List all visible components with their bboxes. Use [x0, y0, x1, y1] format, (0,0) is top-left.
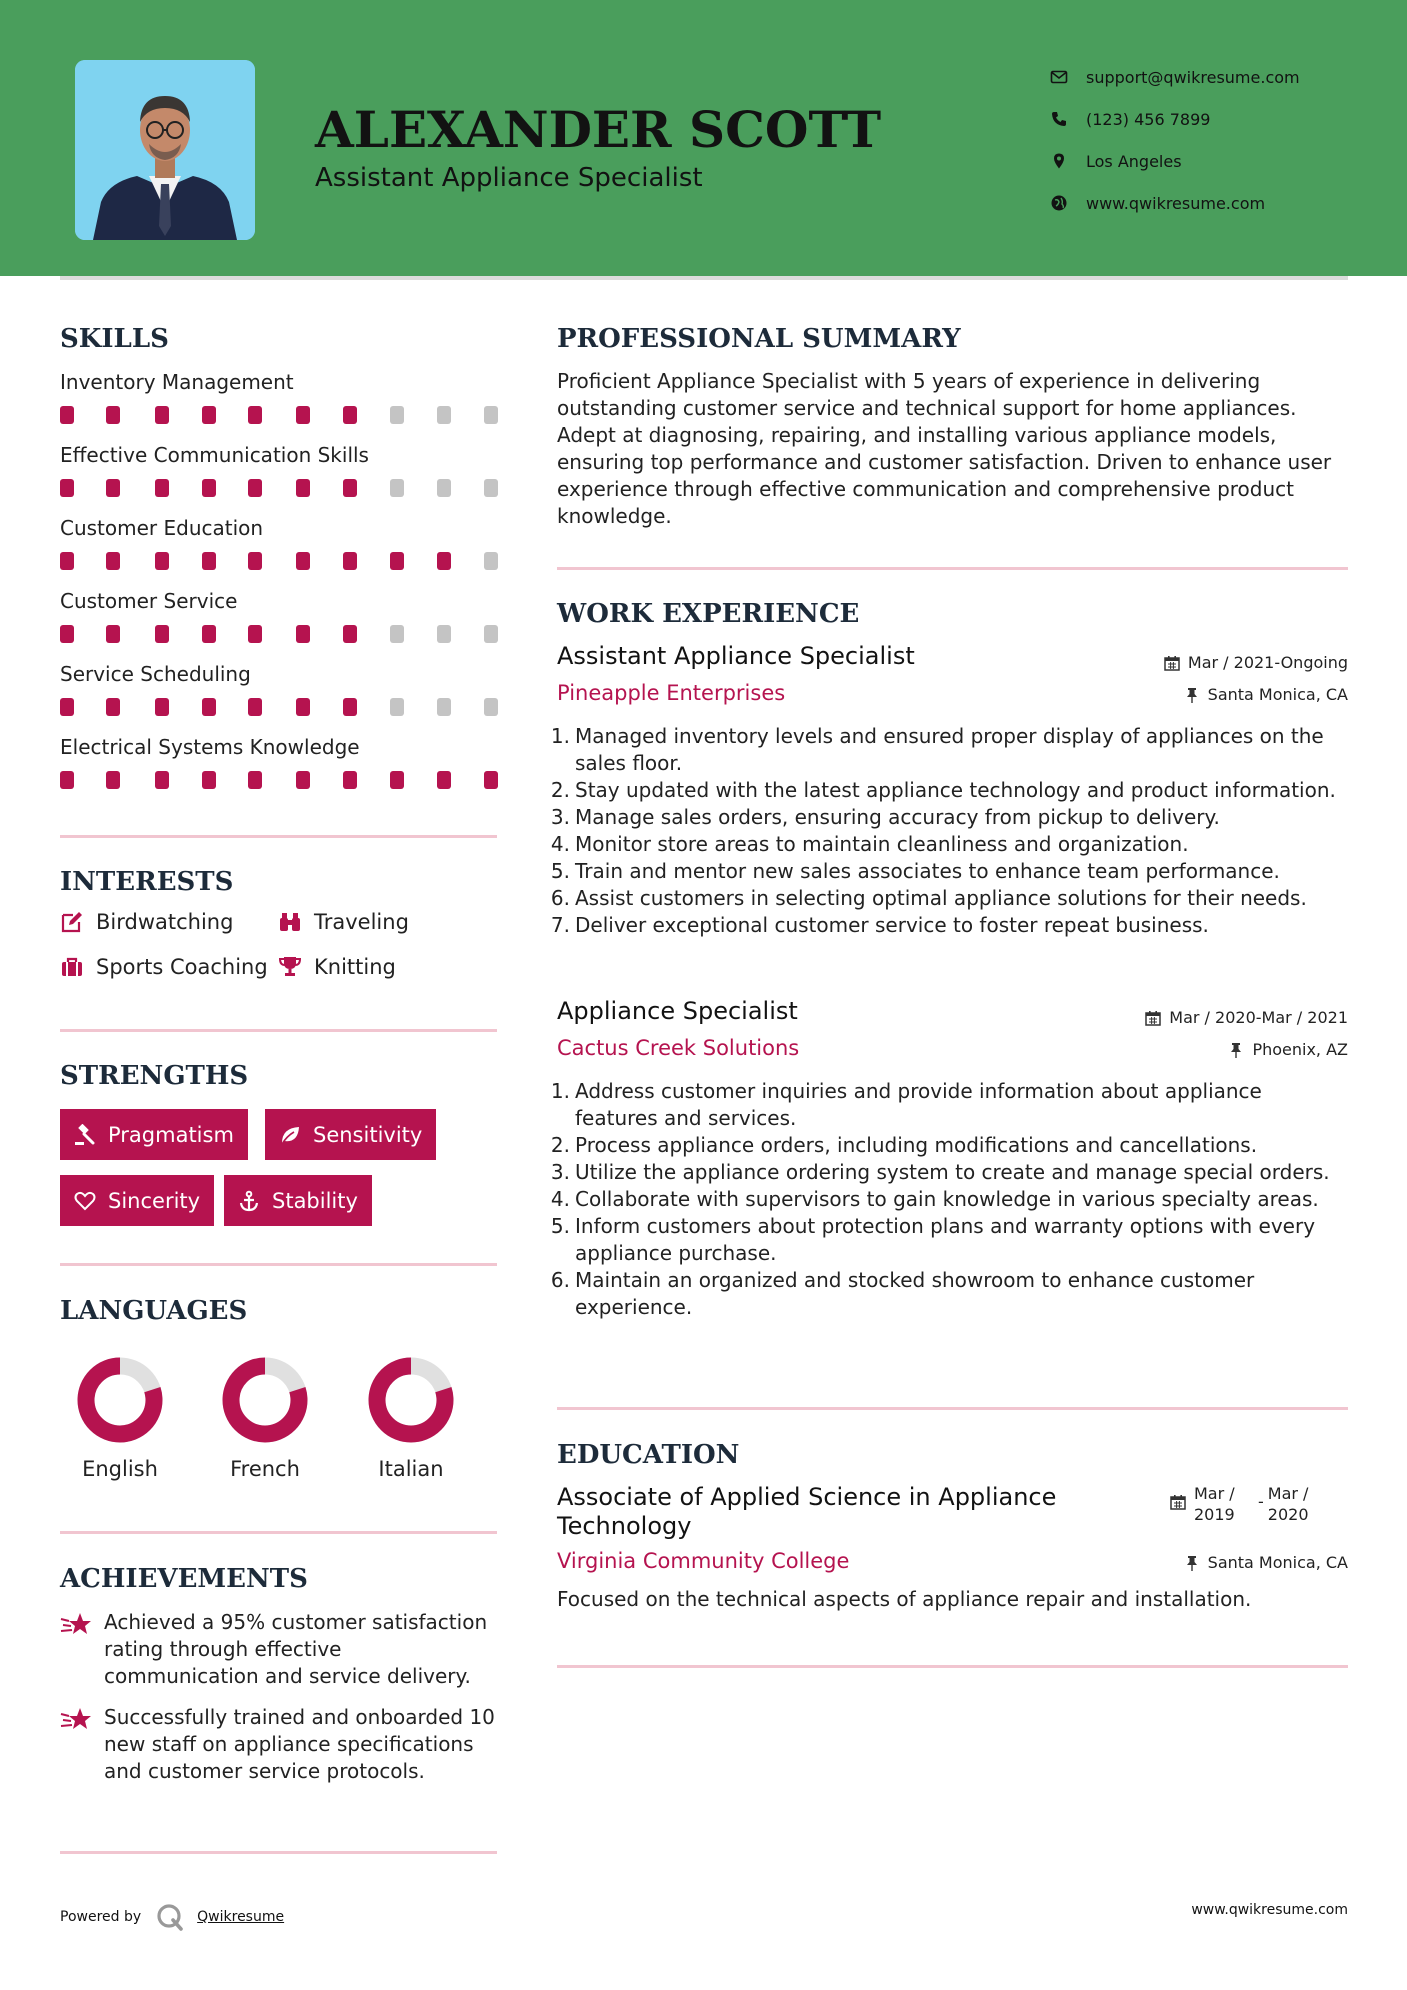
skill-rating-dot	[437, 771, 451, 789]
profile-photo	[75, 60, 255, 240]
education-location-text: Santa Monica, CA	[1207, 1553, 1348, 1572]
location-pin-icon	[1050, 152, 1068, 170]
contact-phone-text: (123) 456 7899	[1086, 109, 1211, 129]
contact-website[interactable]	[1050, 182, 1300, 224]
responsibility-text: Monitor store areas to maintain cleanliness and organization.	[575, 832, 1189, 856]
responsibility-number: 6.	[550, 886, 570, 910]
skill-rating-dot	[296, 479, 310, 497]
contact-email[interactable]	[1050, 56, 1300, 98]
skill-rating-dot	[202, 625, 216, 643]
skill-rating-dot	[248, 406, 262, 424]
skill-rating-dot	[296, 771, 310, 789]
responsibility-number: 1.	[550, 724, 570, 748]
experience-heading: WORK EXPERIENCE	[557, 599, 860, 629]
leaf-icon	[279, 1124, 301, 1146]
summary-text: Proficient Appliance Specialist with 5 years of experience in delivering outstanding customer service and technical support for home appliances. Adept at diagnosing, repairing, and installing various appliance models, ensuring top performance and customer satisfaction. Driven to enhance user experience through effective communication and comprehensive product knowledge.	[557, 369, 1332, 528]
languages-divider	[60, 1531, 497, 1534]
pushpin-icon	[1184, 1555, 1200, 1571]
calendar-icon	[1164, 655, 1180, 671]
job-date-text: Mar / 2021-Ongoing	[1187, 653, 1348, 672]
strength-tag	[60, 1175, 214, 1226]
skill-rating-dot	[106, 771, 120, 789]
skill-rating-dot	[390, 552, 404, 570]
responsibility-item	[550, 777, 1350, 804]
responsibility-item	[550, 723, 1350, 777]
responsibility-item	[550, 804, 1350, 831]
skill-name: Electrical Systems Knowledge	[60, 735, 360, 759]
strength-label: Stability	[272, 1188, 358, 1213]
strength-tag	[60, 1109, 248, 1160]
contact-location-text: Los Angeles	[1086, 151, 1182, 171]
job-date	[1145, 1008, 1348, 1027]
interest-item	[60, 910, 233, 934]
skill-rating-dot	[484, 771, 498, 789]
skill-rating-dot	[390, 479, 404, 497]
contact-email-text: support@qwikresume.com	[1086, 67, 1300, 87]
skill-rating-dot	[60, 479, 74, 497]
skill-rating-dot	[390, 698, 404, 716]
job-date-text: Mar / 2020-Mar / 2021	[1169, 1008, 1348, 1027]
job-responsibilities	[550, 723, 1350, 939]
contact-location	[1050, 140, 1300, 182]
contact-phone[interactable]	[1050, 98, 1300, 140]
responsibility-item	[550, 1078, 1350, 1132]
skill-name: Customer Education	[60, 516, 264, 540]
contact-list	[1050, 56, 1300, 224]
experience-divider	[557, 1407, 1348, 1410]
interest-item	[278, 910, 409, 934]
responsibility-text: Deliver exceptional customer service to foster repeat business.	[575, 913, 1209, 937]
skill-rating-dot	[155, 552, 169, 570]
skill-rating-dot	[484, 625, 498, 643]
strength-label: Sensitivity	[313, 1122, 423, 1147]
job-company: Cactus Creek Solutions	[557, 1036, 800, 1060]
skill-rating	[60, 479, 497, 497]
heart-icon	[74, 1190, 96, 1212]
skill-rating-dot	[390, 406, 404, 424]
responsibility-number: 7.	[550, 913, 570, 937]
interest-item	[60, 955, 268, 979]
responsibility-text: Process appliance orders, including modifications and cancellations.	[575, 1133, 1258, 1157]
skill-rating-dot	[155, 625, 169, 643]
shooting-star-icon	[60, 1611, 92, 1639]
job-company: Pineapple Enterprises	[557, 681, 786, 705]
skill-rating-dot	[484, 406, 498, 424]
skill-rating-dot	[343, 406, 357, 424]
skill-rating-dot	[202, 406, 216, 424]
responsibility-text: Assist customers in selecting optimal appliance solutions for their needs.	[575, 886, 1307, 910]
skill-rating-dot	[202, 552, 216, 570]
qwikresume-logo-icon	[155, 1902, 185, 1932]
education-date-separator: -	[1258, 1492, 1264, 1511]
skill-name: Effective Communication Skills	[60, 443, 369, 467]
achievements-divider	[60, 1851, 497, 1854]
skill-rating-dot	[155, 406, 169, 424]
skill-name: Inventory Management	[60, 370, 294, 394]
skill-rating-dot	[106, 625, 120, 643]
interest-label: Traveling	[314, 910, 409, 934]
interests-heading: INTERESTS	[60, 867, 234, 897]
interest-label: Birdwatching	[96, 910, 234, 934]
skill-rating-dot	[437, 406, 451, 424]
pencil-square-icon	[60, 910, 84, 934]
responsibility-item	[550, 1267, 1350, 1321]
skill-rating-dot	[343, 479, 357, 497]
candidate-title: Assistant Appliance Specialist	[315, 163, 703, 193]
powered-by-text: Powered by	[60, 1909, 142, 1925]
language-label: Italian	[378, 1457, 444, 1481]
responsibility-number: 3.	[550, 805, 570, 829]
skill-rating-dot	[343, 698, 357, 716]
interest-item	[278, 955, 396, 979]
skill-rating-dot	[60, 406, 74, 424]
skills-divider	[60, 835, 497, 838]
responsibility-text: Maintain an organized and stocked showroom to enhance customer experience.	[575, 1268, 1255, 1319]
responsibility-text: Address customer inquiries and provide information about appliance features and services.	[575, 1079, 1262, 1130]
responsibility-item	[550, 1132, 1350, 1159]
skill-rating-dot	[248, 625, 262, 643]
language-item	[70, 1355, 170, 1481]
skill-rating-dot	[437, 479, 451, 497]
skill-rating-dot	[390, 771, 404, 789]
responsibility-number: 4.	[550, 832, 570, 856]
job-title: Appliance Specialist	[557, 997, 798, 1025]
responsibility-number: 5.	[550, 1214, 570, 1238]
responsibility-text: Inform customers about protection plans and warranty options with every appliance purchase.	[575, 1214, 1316, 1265]
interests-divider	[60, 1029, 497, 1032]
strengths-heading: STRENGTHS	[60, 1061, 249, 1091]
skill-rating-dot	[343, 771, 357, 789]
responsibility-number: 6.	[550, 1268, 570, 1292]
skill-name: Customer Service	[60, 589, 238, 613]
skill-rating-dot	[60, 552, 74, 570]
strength-label: Sincerity	[108, 1188, 201, 1213]
language-item	[215, 1355, 315, 1481]
education-description: Focused on the technical aspects of appliance repair and installation.	[557, 1587, 1252, 1611]
skill-rating	[60, 552, 497, 570]
responsibility-text: Collaborate with supervisors to gain knowledge in various specialty areas.	[575, 1187, 1319, 1211]
skill-rating-dot	[437, 552, 451, 570]
responsibility-item	[550, 1186, 1350, 1213]
languages-heading: LANGUAGES	[60, 1296, 248, 1326]
skill-rating-dot	[248, 698, 262, 716]
skill-rating-dot	[155, 771, 169, 789]
resume-header	[0, 0, 1407, 276]
footer-powered	[60, 1902, 284, 1932]
skill-rating-dot	[106, 698, 120, 716]
responsibility-text: Manage sales orders, ensuring accuracy from pickup to delivery.	[575, 805, 1220, 829]
responsibility-number: 5.	[550, 859, 570, 883]
achievement-text: Successfully trained and onboarded 10 new staff on appliance specifications and customer service protocols.	[104, 1705, 495, 1783]
skill-rating-dot	[106, 552, 120, 570]
qwikresume-link[interactable]: Qwikresume	[197, 1909, 285, 1925]
job-location-text: Phoenix, AZ	[1252, 1040, 1348, 1059]
strengths-divider	[60, 1263, 497, 1266]
strength-tag	[265, 1109, 436, 1160]
responsibility-item	[550, 1213, 1350, 1267]
language-label: English	[82, 1457, 158, 1481]
footer-website[interactable]: www.qwikresume.com	[1191, 1902, 1348, 1918]
profile-photo-illustration	[75, 60, 255, 240]
education-divider	[557, 1665, 1348, 1668]
language-donut	[220, 1355, 310, 1445]
job-location	[1228, 1040, 1348, 1059]
skill-rating-dot	[296, 552, 310, 570]
skill-rating-dot	[296, 406, 310, 424]
calendar-icon	[1170, 1494, 1186, 1510]
calendar-icon	[1145, 1010, 1161, 1026]
skill-rating	[60, 406, 497, 424]
shooting-star-icon	[60, 1706, 92, 1734]
skill-rating-dot	[60, 771, 74, 789]
responsibility-item	[550, 885, 1350, 912]
responsibility-item	[550, 912, 1350, 939]
responsibility-item	[550, 858, 1350, 885]
responsibility-number: 2.	[550, 1133, 570, 1157]
skills-heading: SKILLS	[60, 324, 169, 354]
briefcase-icon	[60, 955, 84, 979]
pushpin-icon	[1228, 1042, 1244, 1058]
interest-label: Knitting	[314, 955, 396, 979]
language-item	[361, 1355, 461, 1481]
skill-rating-dot	[202, 479, 216, 497]
skill-rating-dot	[106, 406, 120, 424]
job-title: Assistant Appliance Specialist	[557, 642, 915, 670]
anchor-icon	[238, 1190, 260, 1212]
skill-rating-dot	[484, 552, 498, 570]
achievements-heading: ACHIEVEMENTS	[60, 1564, 308, 1594]
responsibility-item	[550, 831, 1350, 858]
education-date	[1170, 1483, 1318, 1525]
responsibility-number: 2.	[550, 778, 570, 802]
education-degree: Associate of Applied Science in Appliance Technology	[557, 1483, 1057, 1540]
responsibility-number: 1.	[550, 1079, 570, 1103]
achievement-text: Achieved a 95% customer satisfaction rating through effective communication and service delivery.	[104, 1610, 488, 1688]
skill-rating-dot	[248, 479, 262, 497]
skill-rating	[60, 771, 497, 789]
summary-divider	[557, 567, 1348, 570]
skill-rating-dot	[202, 698, 216, 716]
skill-rating	[60, 625, 497, 643]
responsibility-number: 3.	[550, 1160, 570, 1184]
strength-tag	[224, 1175, 372, 1226]
gavel-icon	[74, 1124, 96, 1146]
skill-rating-dot	[155, 479, 169, 497]
skill-rating-dot	[437, 625, 451, 643]
interest-label: Sports Coaching	[96, 955, 268, 979]
achievement-item	[60, 1609, 497, 1690]
responsibility-number: 4.	[550, 1187, 570, 1211]
job-date	[1164, 653, 1348, 672]
strength-label: Pragmatism	[108, 1122, 234, 1147]
responsibility-text: Stay updated with the latest appliance technology and product information.	[575, 778, 1336, 802]
skill-rating-dot	[60, 698, 74, 716]
skill-rating-dot	[155, 698, 169, 716]
skill-rating-dot	[484, 698, 498, 716]
education-date-end: Mar / 2020	[1267, 1484, 1309, 1524]
pushpin-icon	[1184, 687, 1200, 703]
skill-rating-dot	[484, 479, 498, 497]
language-donut	[75, 1355, 165, 1445]
envelope-icon	[1050, 68, 1068, 86]
responsibility-text: Managed inventory levels and ensured proper display of appliances on the sales floor.	[575, 724, 1324, 775]
binoculars-icon	[278, 910, 302, 934]
skill-rating-dot	[60, 625, 74, 643]
responsibility-item	[550, 1159, 1350, 1186]
skill-rating-dot	[343, 625, 357, 643]
skill-rating-dot	[296, 625, 310, 643]
education-heading: EDUCATION	[557, 1440, 740, 1470]
responsibility-text: Train and mentor new sales associates to enhance team performance.	[575, 859, 1280, 883]
job-location	[1184, 685, 1348, 704]
skill-rating	[60, 698, 497, 716]
trophy-icon	[278, 955, 302, 979]
phone-icon	[1050, 110, 1068, 128]
skill-rating-dot	[437, 698, 451, 716]
education-location	[1184, 1553, 1348, 1572]
summary-heading: PROFESSIONAL SUMMARY	[557, 324, 961, 354]
header-rule	[60, 276, 1348, 280]
skill-rating-dot	[390, 625, 404, 643]
skill-name: Service Scheduling	[60, 662, 251, 686]
skill-rating-dot	[343, 552, 357, 570]
skill-rating-dot	[248, 771, 262, 789]
job-location-text: Santa Monica, CA	[1207, 685, 1348, 704]
education-date-start: Mar / 2019	[1194, 1484, 1235, 1524]
contact-website-text: www.qwikresume.com	[1086, 193, 1266, 213]
language-donut	[366, 1355, 456, 1445]
language-label: French	[230, 1457, 300, 1481]
job-responsibilities	[550, 1078, 1350, 1321]
achievement-item	[60, 1704, 497, 1785]
education-school: Virginia Community College	[557, 1549, 850, 1573]
skill-rating-dot	[106, 479, 120, 497]
skill-rating-dot	[202, 771, 216, 789]
skill-rating-dot	[296, 698, 310, 716]
globe-icon	[1050, 194, 1068, 212]
responsibility-text: Utilize the appliance ordering system to create and manage special orders.	[575, 1160, 1330, 1184]
skill-rating-dot	[248, 552, 262, 570]
candidate-name: ALEXANDER SCOTT	[315, 100, 882, 159]
